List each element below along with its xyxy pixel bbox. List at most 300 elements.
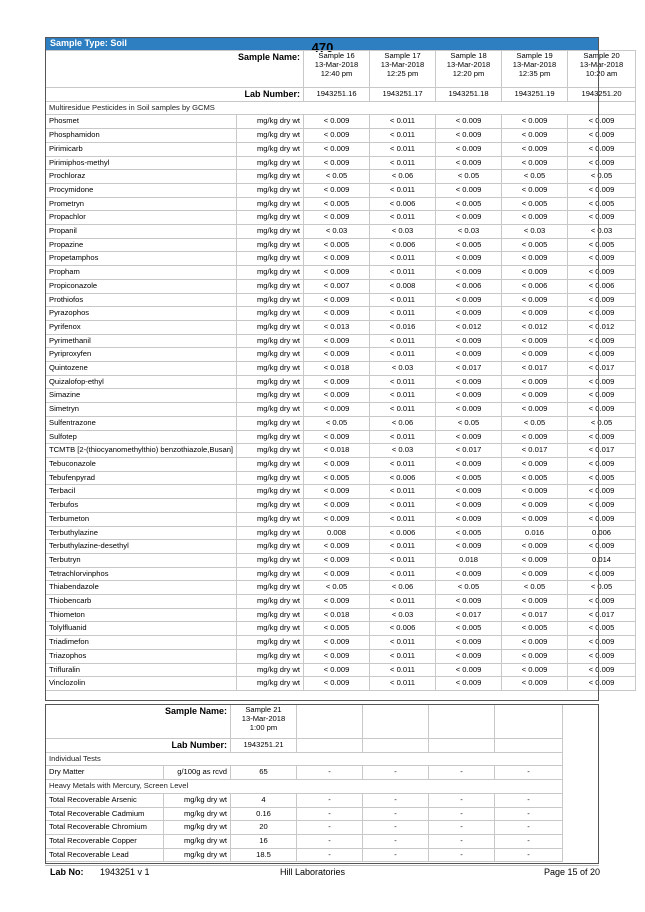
result-value: < 0.009 — [304, 636, 370, 650]
section-header — [46, 780, 563, 794]
analyte-name: Pirimicarb — [46, 142, 237, 156]
analyte-row — [46, 197, 636, 211]
analyte-row — [46, 807, 563, 821]
result-value: < 0.009 — [568, 375, 636, 389]
analyte-unit: g/100g as rcvd — [164, 766, 231, 780]
result-value: < 0.009 — [568, 499, 636, 513]
sample-date: 13-Mar-2018 — [314, 60, 359, 69]
result-value: < 0.009 — [436, 266, 502, 280]
result-value: - — [297, 848, 363, 862]
result-value: < 0.009 — [436, 567, 502, 581]
section-header — [46, 752, 563, 766]
result-value: < 0.006 — [370, 526, 436, 540]
result-value: < 0.009 — [502, 540, 568, 554]
analyte-unit: mg/kg dry wt — [237, 649, 304, 663]
result-value: < 0.03 — [502, 225, 568, 239]
result-value: < 0.009 — [568, 183, 636, 197]
analyte-name: Pyrazophos — [46, 307, 237, 321]
analyte-unit: mg/kg dry wt — [237, 362, 304, 376]
analyte-name: Dry Matter — [46, 766, 164, 780]
result-value: < 0.009 — [304, 183, 370, 197]
result-value: < 0.03 — [370, 225, 436, 239]
sample-21-datetime: 13-Mar-2018 1:00 pm — [241, 714, 286, 732]
analyte-row — [46, 848, 563, 862]
result-value: < 0.03 — [370, 362, 436, 376]
result-value: < 0.009 — [502, 129, 568, 143]
analyte-unit: mg/kg dry wt — [237, 389, 304, 403]
analyte-row — [46, 834, 563, 848]
analyte-unit: mg/kg dry wt — [164, 793, 231, 807]
analyte-row — [46, 115, 636, 129]
analyte-name: Pyrimethanil — [46, 334, 237, 348]
result-value: < 0.009 — [304, 485, 370, 499]
result-value: < 0.005 — [568, 471, 636, 485]
result-value: < 0.009 — [436, 307, 502, 321]
sample-21-header — [231, 705, 297, 739]
result-value: < 0.017 — [436, 444, 502, 458]
result-value: < 0.009 — [568, 307, 636, 321]
analyte-row — [46, 526, 636, 540]
result-value: 0.016 — [502, 526, 568, 540]
analyte-row — [46, 334, 636, 348]
result-value: < 0.009 — [568, 142, 636, 156]
analyte-name: TCMTB [2-(thiocyanomethylthio) benzothiazole,Busan] — [46, 444, 237, 458]
result-value: < 0.009 — [304, 142, 370, 156]
result-value: < 0.009 — [436, 115, 502, 129]
analyte-name: Propachlor — [46, 211, 237, 225]
sample-date: 13-Mar-2018 — [380, 60, 425, 69]
result-value: < 0.011 — [370, 389, 436, 403]
result-value: < 0.009 — [304, 115, 370, 129]
analyte-unit: mg/kg dry wt — [237, 170, 304, 184]
result-value: 65 — [231, 766, 297, 780]
result-value: < 0.009 — [502, 115, 568, 129]
result-value: < 0.009 — [304, 430, 370, 444]
analyte-unit: mg/kg dry wt — [237, 636, 304, 650]
result-value: < 0.009 — [568, 252, 636, 266]
sample-name-row — [46, 51, 636, 88]
analyte-unit: mg/kg dry wt — [237, 444, 304, 458]
result-value: < 0.009 — [502, 375, 568, 389]
analyte-row — [46, 389, 636, 403]
footer-lab-no-label: Lab No: — [50, 867, 84, 877]
sample-header — [304, 51, 370, 88]
result-value: - — [297, 766, 363, 780]
analyte-name: Total Recoverable Cadmium — [46, 807, 164, 821]
result-value: < 0.009 — [568, 129, 636, 143]
result-value: < 0.017 — [568, 444, 636, 458]
analyte-name: Propazine — [46, 238, 237, 252]
result-value: < 0.009 — [502, 334, 568, 348]
result-value: < 0.009 — [568, 156, 636, 170]
analyte-name: Thiometon — [46, 608, 237, 622]
lab-number-row — [46, 88, 636, 102]
analyte-unit: mg/kg dry wt — [237, 225, 304, 239]
analyte-unit: mg/kg dry wt — [237, 156, 304, 170]
sample-lab-number: 1943251.20 — [568, 88, 636, 102]
analyte-name: Tebuconazole — [46, 457, 237, 471]
result-value: < 0.013 — [304, 320, 370, 334]
analyte-unit: mg/kg dry wt — [237, 663, 304, 677]
result-value: < 0.009 — [568, 636, 636, 650]
result-value: < 0.05 — [502, 416, 568, 430]
result-value: < 0.05 — [502, 170, 568, 184]
result-value: 0.16 — [231, 807, 297, 821]
result-value: < 0.009 — [568, 334, 636, 348]
result-value: < 0.009 — [436, 183, 502, 197]
result-value: < 0.05 — [436, 416, 502, 430]
result-value: < 0.009 — [502, 266, 568, 280]
sample-header — [568, 51, 636, 88]
result-value: - — [429, 766, 495, 780]
result-value: < 0.05 — [568, 416, 636, 430]
lab-number-label: Lab Number: — [46, 88, 304, 102]
analyte-name: Total Recoverable Arsenic — [46, 793, 164, 807]
analyte-unit: mg/kg dry wt — [237, 581, 304, 595]
analyte-name: Propanil — [46, 225, 237, 239]
result-value: < 0.009 — [436, 430, 502, 444]
sample-header — [436, 51, 502, 88]
analyte-name: Phosmet — [46, 115, 237, 129]
analyte-row — [46, 471, 636, 485]
analyte-name: Prochloraz — [46, 170, 237, 184]
result-value: - — [363, 834, 429, 848]
result-value: < 0.009 — [436, 649, 502, 663]
sample-lab-number: 1943251.16 — [304, 88, 370, 102]
result-value: < 0.011 — [370, 266, 436, 280]
result-value: < 0.005 — [502, 471, 568, 485]
analyte-unit: mg/kg dry wt — [237, 129, 304, 143]
result-value: < 0.05 — [436, 581, 502, 595]
analyte-name: Quintozene — [46, 362, 237, 376]
footer-lab-no: 1943251 v 1 — [100, 867, 150, 877]
analyte-name: Pirimiphos-methyl — [46, 156, 237, 170]
result-value: < 0.005 — [304, 238, 370, 252]
analyte-unit: mg/kg dry wt — [237, 307, 304, 321]
analyte-row — [46, 677, 636, 691]
sample-header — [502, 51, 568, 88]
result-value: < 0.009 — [502, 636, 568, 650]
result-value: < 0.011 — [370, 115, 436, 129]
result-value: < 0.009 — [502, 430, 568, 444]
result-value: 0.018 — [436, 553, 502, 567]
analyte-row — [46, 540, 636, 554]
result-value: < 0.009 — [568, 293, 636, 307]
result-value: < 0.009 — [304, 266, 370, 280]
result-value: < 0.009 — [568, 430, 636, 444]
analyte-row — [46, 444, 636, 458]
analyte-row — [46, 183, 636, 197]
result-value: < 0.018 — [304, 608, 370, 622]
analyte-row — [46, 238, 636, 252]
analyte-unit: mg/kg dry wt — [237, 622, 304, 636]
analyte-row — [46, 307, 636, 321]
result-value: < 0.009 — [568, 567, 636, 581]
analyte-unit: mg/kg dry wt — [237, 197, 304, 211]
analyte-unit: mg/kg dry wt — [164, 807, 231, 821]
analyte-row — [46, 129, 636, 143]
result-value: < 0.009 — [568, 595, 636, 609]
analyte-name: Tetrachlorvinphos — [46, 567, 237, 581]
result-value: < 0.009 — [304, 307, 370, 321]
result-value: < 0.017 — [502, 608, 568, 622]
result-value: < 0.05 — [304, 170, 370, 184]
analyte-row — [46, 485, 636, 499]
result-value: < 0.006 — [370, 471, 436, 485]
section-title: Multiresidue Pesticides in Soil samples by GCMS — [46, 101, 636, 115]
result-value: < 0.009 — [304, 677, 370, 691]
footer-page: Page 15 of 20 — [543, 867, 600, 877]
result-value: < 0.005 — [436, 197, 502, 211]
result-value: < 0.009 — [436, 293, 502, 307]
result-value: 20 — [231, 821, 297, 835]
sample-header — [370, 51, 436, 88]
analyte-unit: mg/kg dry wt — [237, 457, 304, 471]
sample-time: 12:35 pm — [518, 69, 551, 78]
analyte-name: Terbufos — [46, 499, 237, 513]
result-value: < 0.016 — [370, 320, 436, 334]
analyte-name: Total Recoverable Copper — [46, 834, 164, 848]
lab-number-label-2: Lab Number: — [46, 739, 231, 753]
analyte-name: Procymidone — [46, 183, 237, 197]
analyte-name: Total Recoverable Chromium — [46, 821, 164, 835]
result-value: < 0.012 — [568, 320, 636, 334]
analyte-unit: mg/kg dry wt — [237, 567, 304, 581]
analyte-name: Thiobencarb — [46, 595, 237, 609]
analyte-name: Tolylfluanid — [46, 622, 237, 636]
analyte-unit: mg/kg dry wt — [164, 821, 231, 835]
result-value: - — [297, 807, 363, 821]
analyte-row — [46, 170, 636, 184]
analyte-row — [46, 279, 636, 293]
result-value: 0.014 — [568, 553, 636, 567]
result-value: < 0.009 — [502, 677, 568, 691]
result-value: < 0.009 — [436, 348, 502, 362]
result-value: < 0.011 — [370, 142, 436, 156]
analyte-row — [46, 320, 636, 334]
result-value: < 0.011 — [370, 129, 436, 143]
analyte-name: Prometryn — [46, 197, 237, 211]
analyte-unit: mg/kg dry wt — [237, 499, 304, 513]
result-value: < 0.011 — [370, 567, 436, 581]
result-value: - — [495, 848, 563, 862]
section-title: Heavy Metals with Mercury, Screen Level — [46, 780, 563, 794]
result-value: < 0.005 — [436, 622, 502, 636]
result-value: < 0.009 — [502, 512, 568, 526]
analyte-name: Sulfotep — [46, 430, 237, 444]
sample-name-row-2 — [46, 705, 563, 739]
analyte-name: Trifluralin — [46, 663, 237, 677]
result-value: < 0.009 — [304, 348, 370, 362]
result-value: < 0.009 — [304, 403, 370, 417]
result-value: < 0.005 — [502, 238, 568, 252]
analyte-row — [46, 225, 636, 239]
analyte-row — [46, 608, 636, 622]
result-value: < 0.009 — [304, 252, 370, 266]
analyte-row — [46, 512, 636, 526]
analyte-unit: mg/kg dry wt — [237, 320, 304, 334]
analyte-name: Tebufenpyrad — [46, 471, 237, 485]
result-value: < 0.005 — [568, 238, 636, 252]
result-value: < 0.011 — [370, 348, 436, 362]
analyte-name: Pyrifenox — [46, 320, 237, 334]
analyte-name: Quizalofop-ethyl — [46, 375, 237, 389]
result-value: < 0.009 — [304, 553, 370, 567]
result-value: < 0.03 — [568, 225, 636, 239]
result-value: - — [363, 793, 429, 807]
result-value: 18.5 — [231, 848, 297, 862]
result-value: < 0.005 — [502, 197, 568, 211]
analyte-unit: mg/kg dry wt — [237, 293, 304, 307]
result-value: - — [363, 766, 429, 780]
result-value: < 0.011 — [370, 485, 436, 499]
analyte-row — [46, 293, 636, 307]
analyte-row — [46, 766, 563, 780]
result-value: - — [495, 834, 563, 848]
result-value: < 0.05 — [502, 581, 568, 595]
analyte-name: Propham — [46, 266, 237, 280]
analyte-unit: mg/kg dry wt — [237, 279, 304, 293]
sample-name: Sample 16 — [318, 51, 355, 60]
result-value: - — [363, 807, 429, 821]
result-value: < 0.009 — [304, 156, 370, 170]
result-value: - — [429, 834, 495, 848]
analyte-unit: mg/kg dry wt — [237, 430, 304, 444]
result-value: < 0.011 — [370, 334, 436, 348]
analyte-row — [46, 581, 636, 595]
result-value: < 0.009 — [502, 348, 568, 362]
section-title: Individual Tests — [46, 752, 563, 766]
sample-date: 13-Mar-2018 — [512, 60, 557, 69]
analyte-unit: mg/kg dry wt — [237, 540, 304, 554]
result-value: < 0.009 — [436, 211, 502, 225]
analyte-name: Sulfentrazone — [46, 416, 237, 430]
analyte-row — [46, 663, 636, 677]
analyte-row — [46, 595, 636, 609]
analyte-name: Simetryn — [46, 403, 237, 417]
result-value: < 0.009 — [436, 403, 502, 417]
result-value: < 0.009 — [502, 457, 568, 471]
result-value: < 0.012 — [436, 320, 502, 334]
result-value: < 0.009 — [436, 156, 502, 170]
analyte-row — [46, 156, 636, 170]
analyte-unit: mg/kg dry wt — [237, 348, 304, 362]
result-value: < 0.03 — [370, 444, 436, 458]
result-value: < 0.011 — [370, 457, 436, 471]
result-value: < 0.011 — [370, 211, 436, 225]
footer-divider — [45, 865, 599, 866]
result-value: < 0.009 — [304, 540, 370, 554]
analyte-row — [46, 266, 636, 280]
result-value: < 0.008 — [370, 279, 436, 293]
result-value: < 0.009 — [436, 663, 502, 677]
analyte-unit: mg/kg dry wt — [237, 403, 304, 417]
sample-name: Sample 18 — [450, 51, 487, 60]
result-value: < 0.03 — [304, 225, 370, 239]
result-value: < 0.009 — [502, 649, 568, 663]
result-value: < 0.009 — [568, 649, 636, 663]
result-value: < 0.009 — [304, 649, 370, 663]
result-value: < 0.011 — [370, 252, 436, 266]
analyte-name: Simazine — [46, 389, 237, 403]
analyte-unit: mg/kg dry wt — [237, 485, 304, 499]
result-value: < 0.009 — [304, 334, 370, 348]
result-value: < 0.009 — [502, 595, 568, 609]
result-value: < 0.009 — [568, 403, 636, 417]
result-value: - — [297, 793, 363, 807]
result-value: < 0.009 — [502, 211, 568, 225]
result-value: < 0.009 — [304, 293, 370, 307]
result-value: < 0.006 — [370, 622, 436, 636]
sample-lab-number: 1943251.17 — [370, 88, 436, 102]
result-value: - — [429, 807, 495, 821]
result-value: < 0.009 — [568, 540, 636, 554]
result-value: < 0.05 — [304, 581, 370, 595]
result-value: < 0.009 — [436, 485, 502, 499]
sample-lab-number: 1943251.19 — [502, 88, 568, 102]
result-value: - — [495, 807, 563, 821]
result-value: < 0.018 — [304, 362, 370, 376]
analyte-name: Propetamphos — [46, 252, 237, 266]
analyte-unit: mg/kg dry wt — [237, 115, 304, 129]
result-value: - — [363, 821, 429, 835]
footer-company: Hill Laboratories — [280, 867, 346, 877]
sample-time: 12:20 pm — [452, 69, 485, 78]
analyte-unit: mg/kg dry wt — [237, 512, 304, 526]
result-value: < 0.005 — [568, 197, 636, 211]
result-value: < 0.011 — [370, 183, 436, 197]
analyte-name: Terbuthylazine-desethyl — [46, 540, 237, 554]
result-value: < 0.009 — [568, 115, 636, 129]
analyte-row — [46, 211, 636, 225]
analyte-unit: mg/kg dry wt — [237, 334, 304, 348]
result-value: < 0.009 — [502, 403, 568, 417]
analyte-unit: mg/kg dry wt — [164, 834, 231, 848]
analyte-unit: mg/kg dry wt — [237, 183, 304, 197]
result-value: < 0.009 — [304, 567, 370, 581]
result-value: < 0.006 — [502, 279, 568, 293]
result-value: < 0.009 — [436, 334, 502, 348]
analyte-unit: mg/kg dry wt — [237, 266, 304, 280]
result-value: < 0.009 — [436, 512, 502, 526]
result-value: < 0.011 — [370, 553, 436, 567]
result-value: < 0.011 — [370, 307, 436, 321]
result-value: < 0.005 — [436, 238, 502, 252]
analyte-unit: mg/kg dry wt — [237, 252, 304, 266]
result-value: < 0.009 — [502, 156, 568, 170]
sample-name: Sample 20 — [583, 51, 620, 60]
result-value: < 0.018 — [304, 444, 370, 458]
sample-time: 12:25 pm — [386, 69, 419, 78]
result-value: < 0.009 — [436, 389, 502, 403]
result-value: < 0.005 — [502, 622, 568, 636]
result-value: < 0.006 — [370, 238, 436, 252]
sample-name-label-2: Sample Name: — [46, 705, 231, 739]
analyte-row — [46, 348, 636, 362]
analyte-unit: mg/kg dry wt — [237, 416, 304, 430]
sample-name: Sample 17 — [384, 51, 421, 60]
result-value: < 0.012 — [502, 320, 568, 334]
result-value: < 0.06 — [370, 581, 436, 595]
result-value: < 0.009 — [436, 129, 502, 143]
sample-name-label: Sample Name: — [46, 51, 304, 88]
sample-time: 12:40 pm — [320, 69, 353, 78]
result-value: < 0.005 — [304, 471, 370, 485]
result-value: < 0.005 — [436, 526, 502, 540]
result-value: < 0.017 — [502, 362, 568, 376]
result-value: < 0.009 — [304, 375, 370, 389]
result-value: - — [429, 793, 495, 807]
